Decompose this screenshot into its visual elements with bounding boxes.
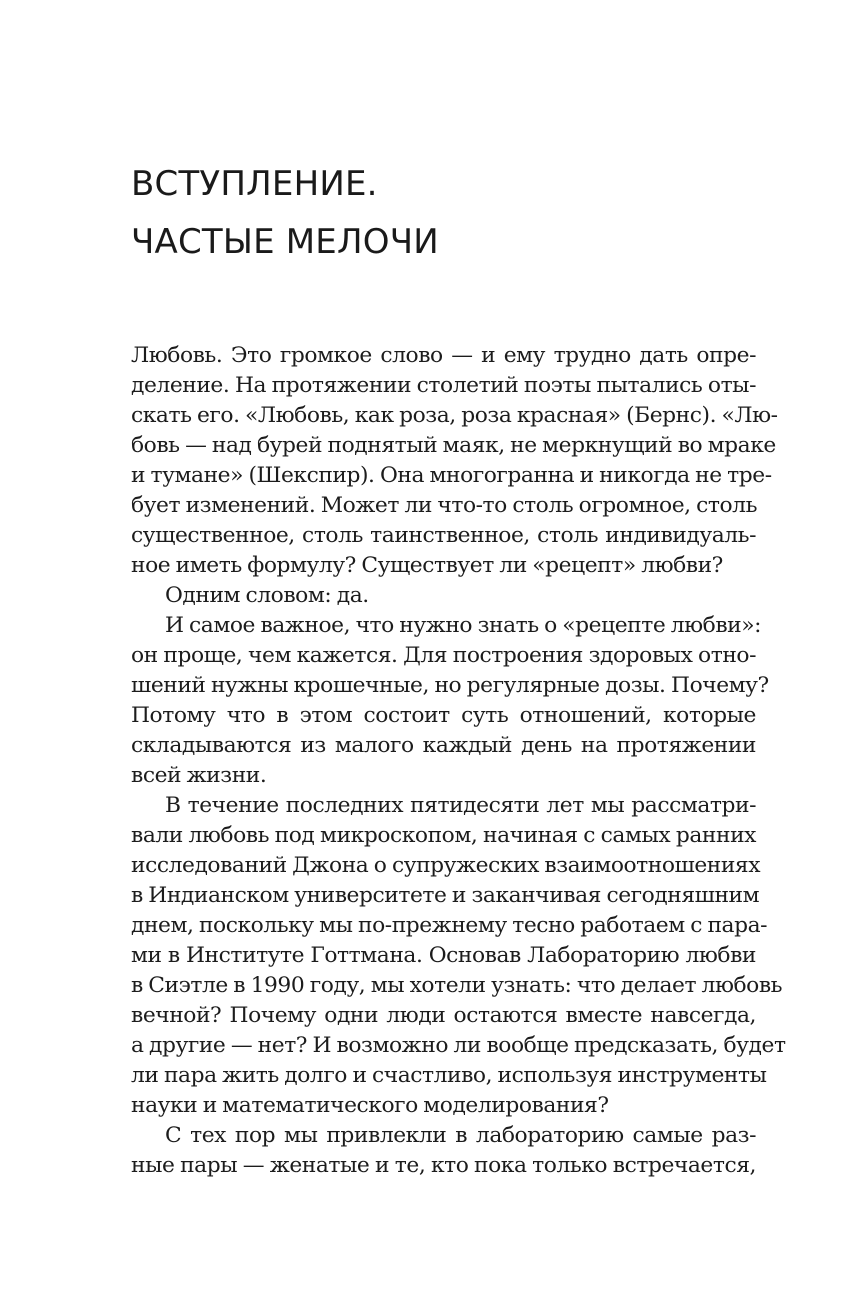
text-line: исследований Джона о супружеских взаимоотношениях: [131, 853, 761, 878]
text-line: днем, поскольку мы по-прежнему тесно работаем с пара-: [131, 913, 768, 938]
text-line: вали любовь под микроскопом, начиная с самых ранних: [131, 823, 756, 848]
text-line: всей жизни.: [131, 763, 267, 788]
text-line: Любовь. Это громкое слово — и ему трудно дать опре-: [131, 343, 756, 368]
text-line: С тех пор мы привлекли в лабораторию самые раз-: [165, 1123, 756, 1148]
text-line: ми в Институте Готтмана. Основав Лабораторию любви: [131, 943, 756, 968]
text-line: Потому что в этом состоит суть отношений, которые: [131, 703, 756, 728]
text-line: Одним словом: да.: [165, 583, 369, 608]
text-line: скать его. «Любовь, как роза, роза красная» (Бернс). «Лю-: [131, 403, 778, 428]
text-line: ные пары — женатые и те, кто пока только встречается,: [131, 1153, 756, 1178]
chapter-title-line-1: ВСТУПЛЕНИЕ.: [131, 164, 378, 204]
text-line: в Индианском университете и заканчивая сегодняшним: [131, 883, 760, 908]
text-line: существенное, столь таинственное, столь индивидуаль-: [131, 523, 756, 548]
text-line: бовь — над бурей поднятый маяк, не меркнущий во мраке: [131, 433, 776, 458]
text-line: складываются из малого каждый день на протяжении: [131, 733, 756, 758]
text-line: в Сиэтле в 1990 году, мы хотели узнать: что делает любовь: [131, 973, 783, 998]
text-line: и тумане» (Шекспир). Она многогранна и никогда не тре-: [131, 463, 772, 488]
text-line: ли пара жить долго и счастливо, используя инструменты: [131, 1063, 767, 1088]
text-line: бует изменений. Может ли что-то столь огромное, столь: [131, 493, 757, 518]
chapter-title-line-2: ЧАСТЫЕ МЕЛОЧИ: [131, 222, 439, 262]
text-line: деление. На протяжении столетий поэты пытались оты-: [131, 373, 756, 398]
text-line: науки и математического моделирования?: [131, 1093, 609, 1118]
text-line: И самое важное, что нужно знать о «рецепте любви»:: [165, 613, 762, 638]
chapter-body-text: [131, 341, 786, 1181]
chapter-title: [131, 155, 439, 271]
text-line: вечной? Почему одни люди остаются вместе навсегда,: [131, 1003, 756, 1028]
text-line: шений нужны крошечные, но регулярные дозы. Почему?: [131, 673, 769, 698]
text-line: он проще, чем кажется. Для построения здоровых отно-: [131, 643, 756, 668]
text-line: а другие — нет? И возможно ли вообще предсказать, будет: [131, 1033, 786, 1058]
text-line: В течение последних пятидесяти лет мы рассматри-: [165, 793, 756, 818]
text-line: ное иметь формулу? Существует ли «рецепт» любви?: [131, 553, 723, 578]
